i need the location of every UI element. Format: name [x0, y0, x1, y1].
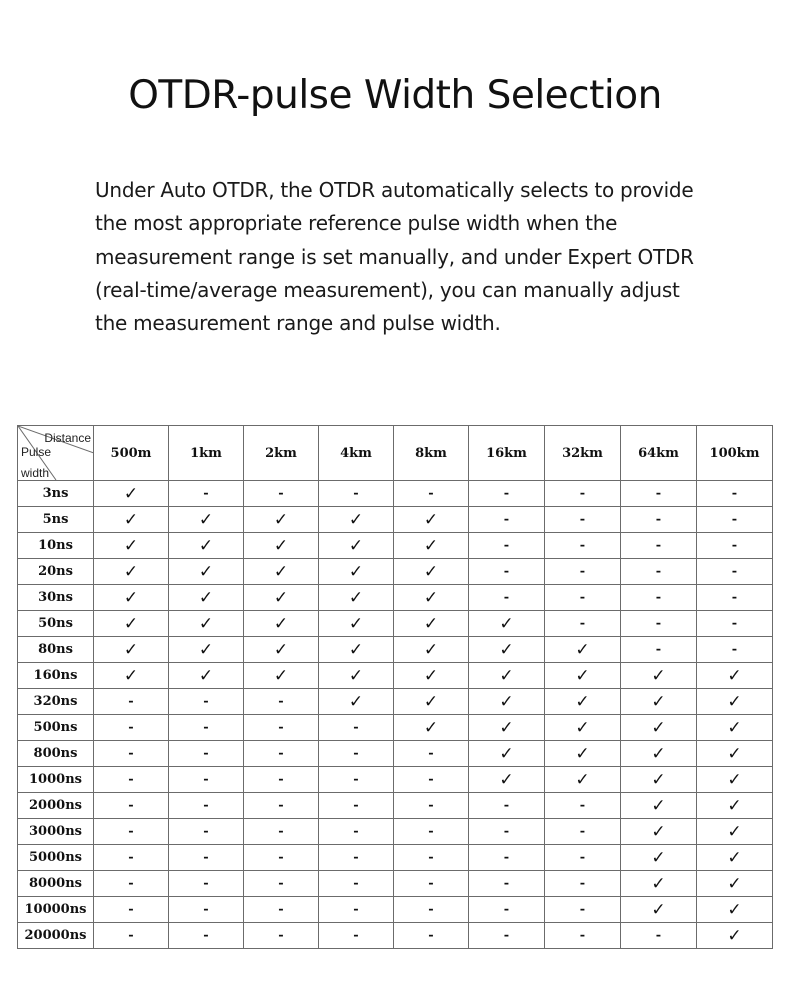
table-row: [18, 559, 773, 585]
unsupported-dash: -: [244, 689, 319, 715]
unsupported-dash: -: [94, 689, 169, 715]
supported-check-icon: ✓: [697, 819, 773, 845]
table-row: [18, 715, 773, 741]
table-row: [18, 741, 773, 767]
supported-check-icon: ✓: [94, 611, 169, 637]
supported-check-icon: ✓: [244, 663, 319, 689]
column-header-distance: 2km: [244, 426, 319, 481]
unsupported-dash: -: [169, 793, 244, 819]
supported-check-icon: ✓: [244, 559, 319, 585]
supported-check-icon: ✓: [697, 741, 773, 767]
unsupported-dash: -: [621, 481, 697, 507]
column-header-distance: 16km: [469, 426, 545, 481]
unsupported-dash: -: [319, 481, 394, 507]
unsupported-dash: -: [469, 507, 545, 533]
supported-check-icon: ✓: [394, 715, 469, 741]
unsupported-dash: -: [545, 897, 621, 923]
unsupported-dash: -: [697, 559, 773, 585]
supported-check-icon: ✓: [697, 663, 773, 689]
unsupported-dash: -: [621, 637, 697, 663]
supported-check-icon: ✓: [94, 663, 169, 689]
supported-check-icon: ✓: [621, 715, 697, 741]
supported-check-icon: ✓: [545, 715, 621, 741]
table-row: [18, 845, 773, 871]
unsupported-dash: -: [469, 559, 545, 585]
supported-check-icon: ✓: [319, 533, 394, 559]
unsupported-dash: -: [621, 559, 697, 585]
supported-check-icon: ✓: [469, 689, 545, 715]
unsupported-dash: -: [545, 559, 621, 585]
column-header-distance: 64km: [621, 426, 697, 481]
table-body: [18, 481, 773, 949]
unsupported-dash: -: [94, 923, 169, 949]
supported-check-icon: ✓: [469, 611, 545, 637]
supported-check-icon: ✓: [94, 559, 169, 585]
table-row: [18, 871, 773, 897]
supported-check-icon: ✓: [319, 689, 394, 715]
unsupported-dash: -: [697, 481, 773, 507]
supported-check-icon: ✓: [697, 689, 773, 715]
unsupported-dash: -: [621, 585, 697, 611]
supported-check-icon: ✓: [394, 533, 469, 559]
unsupported-dash: -: [394, 923, 469, 949]
unsupported-dash: -: [169, 819, 244, 845]
unsupported-dash: -: [94, 715, 169, 741]
supported-check-icon: ✓: [394, 637, 469, 663]
supported-check-icon: ✓: [621, 871, 697, 897]
table-row: [18, 533, 773, 559]
row-header-pulse-width: 10ns: [18, 533, 94, 559]
supported-check-icon: ✓: [469, 767, 545, 793]
unsupported-dash: -: [394, 819, 469, 845]
row-header-pulse-width: 3000ns: [18, 819, 94, 845]
row-header-pulse-width: 50ns: [18, 611, 94, 637]
unsupported-dash: -: [319, 741, 394, 767]
supported-check-icon: ✓: [244, 637, 319, 663]
supported-check-icon: ✓: [545, 741, 621, 767]
column-header-distance: 100km: [697, 426, 773, 481]
unsupported-dash: -: [545, 845, 621, 871]
unsupported-dash: -: [469, 481, 545, 507]
supported-check-icon: ✓: [545, 689, 621, 715]
table-row: [18, 663, 773, 689]
unsupported-dash: -: [469, 871, 545, 897]
unsupported-dash: -: [394, 767, 469, 793]
unsupported-dash: -: [469, 533, 545, 559]
row-header-pulse-width: 320ns: [18, 689, 94, 715]
row-header-pulse-width: 80ns: [18, 637, 94, 663]
unsupported-dash: -: [545, 871, 621, 897]
supported-check-icon: ✓: [469, 741, 545, 767]
unsupported-dash: -: [169, 689, 244, 715]
supported-check-icon: ✓: [697, 897, 773, 923]
unsupported-dash: -: [244, 897, 319, 923]
unsupported-dash: -: [469, 897, 545, 923]
unsupported-dash: -: [621, 507, 697, 533]
unsupported-dash: -: [94, 845, 169, 871]
supported-check-icon: ✓: [621, 793, 697, 819]
unsupported-dash: -: [545, 507, 621, 533]
corner-pulse-label: Pulse: [21, 445, 52, 459]
supported-check-icon: ✓: [94, 507, 169, 533]
unsupported-dash: -: [697, 507, 773, 533]
supported-check-icon: ✓: [394, 663, 469, 689]
unsupported-dash: -: [169, 871, 244, 897]
supported-check-icon: ✓: [469, 715, 545, 741]
unsupported-dash: -: [545, 611, 621, 637]
supported-check-icon: ✓: [244, 507, 319, 533]
supported-check-icon: ✓: [545, 663, 621, 689]
row-header-pulse-width: 500ns: [18, 715, 94, 741]
unsupported-dash: -: [545, 793, 621, 819]
unsupported-dash: -: [394, 871, 469, 897]
supported-check-icon: ✓: [394, 585, 469, 611]
unsupported-dash: -: [244, 819, 319, 845]
unsupported-dash: -: [94, 741, 169, 767]
unsupported-dash: -: [244, 845, 319, 871]
unsupported-dash: -: [244, 767, 319, 793]
unsupported-dash: -: [394, 897, 469, 923]
unsupported-dash: -: [319, 767, 394, 793]
table-row: [18, 507, 773, 533]
supported-check-icon: ✓: [169, 559, 244, 585]
supported-check-icon: ✓: [697, 923, 773, 949]
unsupported-dash: -: [244, 481, 319, 507]
description: [95, 174, 745, 340]
unsupported-dash: -: [94, 871, 169, 897]
supported-check-icon: ✓: [319, 585, 394, 611]
supported-check-icon: ✓: [244, 611, 319, 637]
row-header-pulse-width: 2000ns: [18, 793, 94, 819]
unsupported-dash: -: [169, 767, 244, 793]
unsupported-dash: -: [169, 715, 244, 741]
unsupported-dash: -: [319, 923, 394, 949]
unsupported-dash: -: [621, 611, 697, 637]
row-header-pulse-width: 10000ns: [18, 897, 94, 923]
supported-check-icon: ✓: [621, 741, 697, 767]
row-header-pulse-width: 20000ns: [18, 923, 94, 949]
table-header-row: [18, 426, 773, 481]
unsupported-dash: -: [545, 923, 621, 949]
supported-check-icon: ✓: [394, 689, 469, 715]
supported-check-icon: ✓: [697, 845, 773, 871]
unsupported-dash: -: [469, 819, 545, 845]
unsupported-dash: -: [244, 871, 319, 897]
supported-check-icon: ✓: [394, 559, 469, 585]
supported-check-icon: ✓: [244, 585, 319, 611]
unsupported-dash: -: [697, 637, 773, 663]
supported-check-icon: ✓: [319, 611, 394, 637]
supported-check-icon: ✓: [697, 793, 773, 819]
unsupported-dash: -: [545, 585, 621, 611]
unsupported-dash: -: [697, 585, 773, 611]
supported-check-icon: ✓: [169, 585, 244, 611]
corner-distance-label: Distance: [44, 431, 91, 445]
supported-check-icon: ✓: [169, 533, 244, 559]
unsupported-dash: -: [244, 741, 319, 767]
unsupported-dash: -: [469, 585, 545, 611]
supported-check-icon: ✓: [94, 637, 169, 663]
unsupported-dash: -: [621, 533, 697, 559]
column-header-distance: 1km: [169, 426, 244, 481]
unsupported-dash: -: [94, 819, 169, 845]
supported-check-icon: ✓: [319, 663, 394, 689]
unsupported-dash: -: [94, 897, 169, 923]
supported-check-icon: ✓: [621, 897, 697, 923]
table-row: [18, 689, 773, 715]
unsupported-dash: -: [94, 793, 169, 819]
unsupported-dash: -: [545, 481, 621, 507]
supported-check-icon: ✓: [697, 715, 773, 741]
supported-check-icon: ✓: [169, 663, 244, 689]
table-row: [18, 897, 773, 923]
unsupported-dash: -: [94, 767, 169, 793]
supported-check-icon: ✓: [469, 663, 545, 689]
description-line: measurement range is set manually, and under Expert OTDR: [95, 244, 694, 269]
corner-width-label: width: [21, 466, 50, 480]
column-header-distance: 32km: [545, 426, 621, 481]
table-corner-header: [18, 426, 94, 481]
row-header-pulse-width: 30ns: [18, 585, 94, 611]
unsupported-dash: -: [545, 533, 621, 559]
unsupported-dash: -: [319, 897, 394, 923]
supported-check-icon: ✓: [94, 533, 169, 559]
supported-check-icon: ✓: [545, 767, 621, 793]
unsupported-dash: -: [394, 793, 469, 819]
unsupported-dash: -: [394, 741, 469, 767]
row-header-pulse-width: 5000ns: [18, 845, 94, 871]
row-header-pulse-width: 5ns: [18, 507, 94, 533]
description-line: the measurement range and pulse width.: [95, 311, 501, 336]
row-header-pulse-width: 20ns: [18, 559, 94, 585]
supported-check-icon: ✓: [621, 689, 697, 715]
supported-check-icon: ✓: [621, 767, 697, 793]
unsupported-dash: -: [697, 533, 773, 559]
supported-check-icon: ✓: [545, 637, 621, 663]
unsupported-dash: -: [244, 923, 319, 949]
table-row: [18, 481, 773, 507]
supported-check-icon: ✓: [319, 637, 394, 663]
page-title: OTDR-pulse Width Selection: [128, 73, 662, 118]
supported-check-icon: ✓: [94, 585, 169, 611]
column-header-distance: 4km: [319, 426, 394, 481]
unsupported-dash: -: [319, 819, 394, 845]
unsupported-dash: -: [169, 741, 244, 767]
column-header-distance: 500m: [94, 426, 169, 481]
supported-check-icon: ✓: [394, 507, 469, 533]
supported-check-icon: ✓: [244, 533, 319, 559]
column-header-distance: 8km: [394, 426, 469, 481]
table-row: [18, 819, 773, 845]
description-line: the most appropriate reference pulse width when the: [95, 211, 618, 236]
unsupported-dash: -: [469, 793, 545, 819]
supported-check-icon: ✓: [319, 559, 394, 585]
row-header-pulse-width: 160ns: [18, 663, 94, 689]
supported-check-icon: ✓: [621, 845, 697, 871]
unsupported-dash: -: [319, 793, 394, 819]
unsupported-dash: -: [469, 845, 545, 871]
row-header-pulse-width: 800ns: [18, 741, 94, 767]
supported-check-icon: ✓: [94, 481, 169, 507]
table-row: [18, 611, 773, 637]
unsupported-dash: -: [169, 897, 244, 923]
unsupported-dash: -: [169, 845, 244, 871]
unsupported-dash: -: [244, 715, 319, 741]
table-row: [18, 585, 773, 611]
unsupported-dash: -: [169, 481, 244, 507]
supported-check-icon: ✓: [469, 637, 545, 663]
table-row: [18, 637, 773, 663]
unsupported-dash: -: [469, 923, 545, 949]
table-row: [18, 793, 773, 819]
unsupported-dash: -: [319, 871, 394, 897]
unsupported-dash: -: [319, 715, 394, 741]
table-row: [18, 923, 773, 949]
supported-check-icon: ✓: [697, 871, 773, 897]
supported-check-icon: ✓: [169, 637, 244, 663]
row-header-pulse-width: 3ns: [18, 481, 94, 507]
row-header-pulse-width: 1000ns: [18, 767, 94, 793]
table-row: [18, 767, 773, 793]
supported-check-icon: ✓: [319, 507, 394, 533]
supported-check-icon: ✓: [621, 819, 697, 845]
unsupported-dash: -: [394, 845, 469, 871]
supported-check-icon: ✓: [394, 611, 469, 637]
unsupported-dash: -: [319, 845, 394, 871]
supported-check-icon: ✓: [169, 611, 244, 637]
supported-check-icon: ✓: [621, 663, 697, 689]
pulse-width-table: [17, 425, 773, 949]
unsupported-dash: -: [545, 819, 621, 845]
unsupported-dash: -: [169, 923, 244, 949]
unsupported-dash: -: [244, 793, 319, 819]
supported-check-icon: ✓: [169, 507, 244, 533]
row-header-pulse-width: 8000ns: [18, 871, 94, 897]
unsupported-dash: -: [621, 923, 697, 949]
description-line: Under Auto OTDR, the OTDR automatically selects to provide: [95, 178, 694, 202]
supported-check-icon: ✓: [697, 767, 773, 793]
description-line: (real-time/average measurement), you can manually adjust: [95, 277, 680, 302]
unsupported-dash: -: [697, 611, 773, 637]
unsupported-dash: -: [394, 481, 469, 507]
